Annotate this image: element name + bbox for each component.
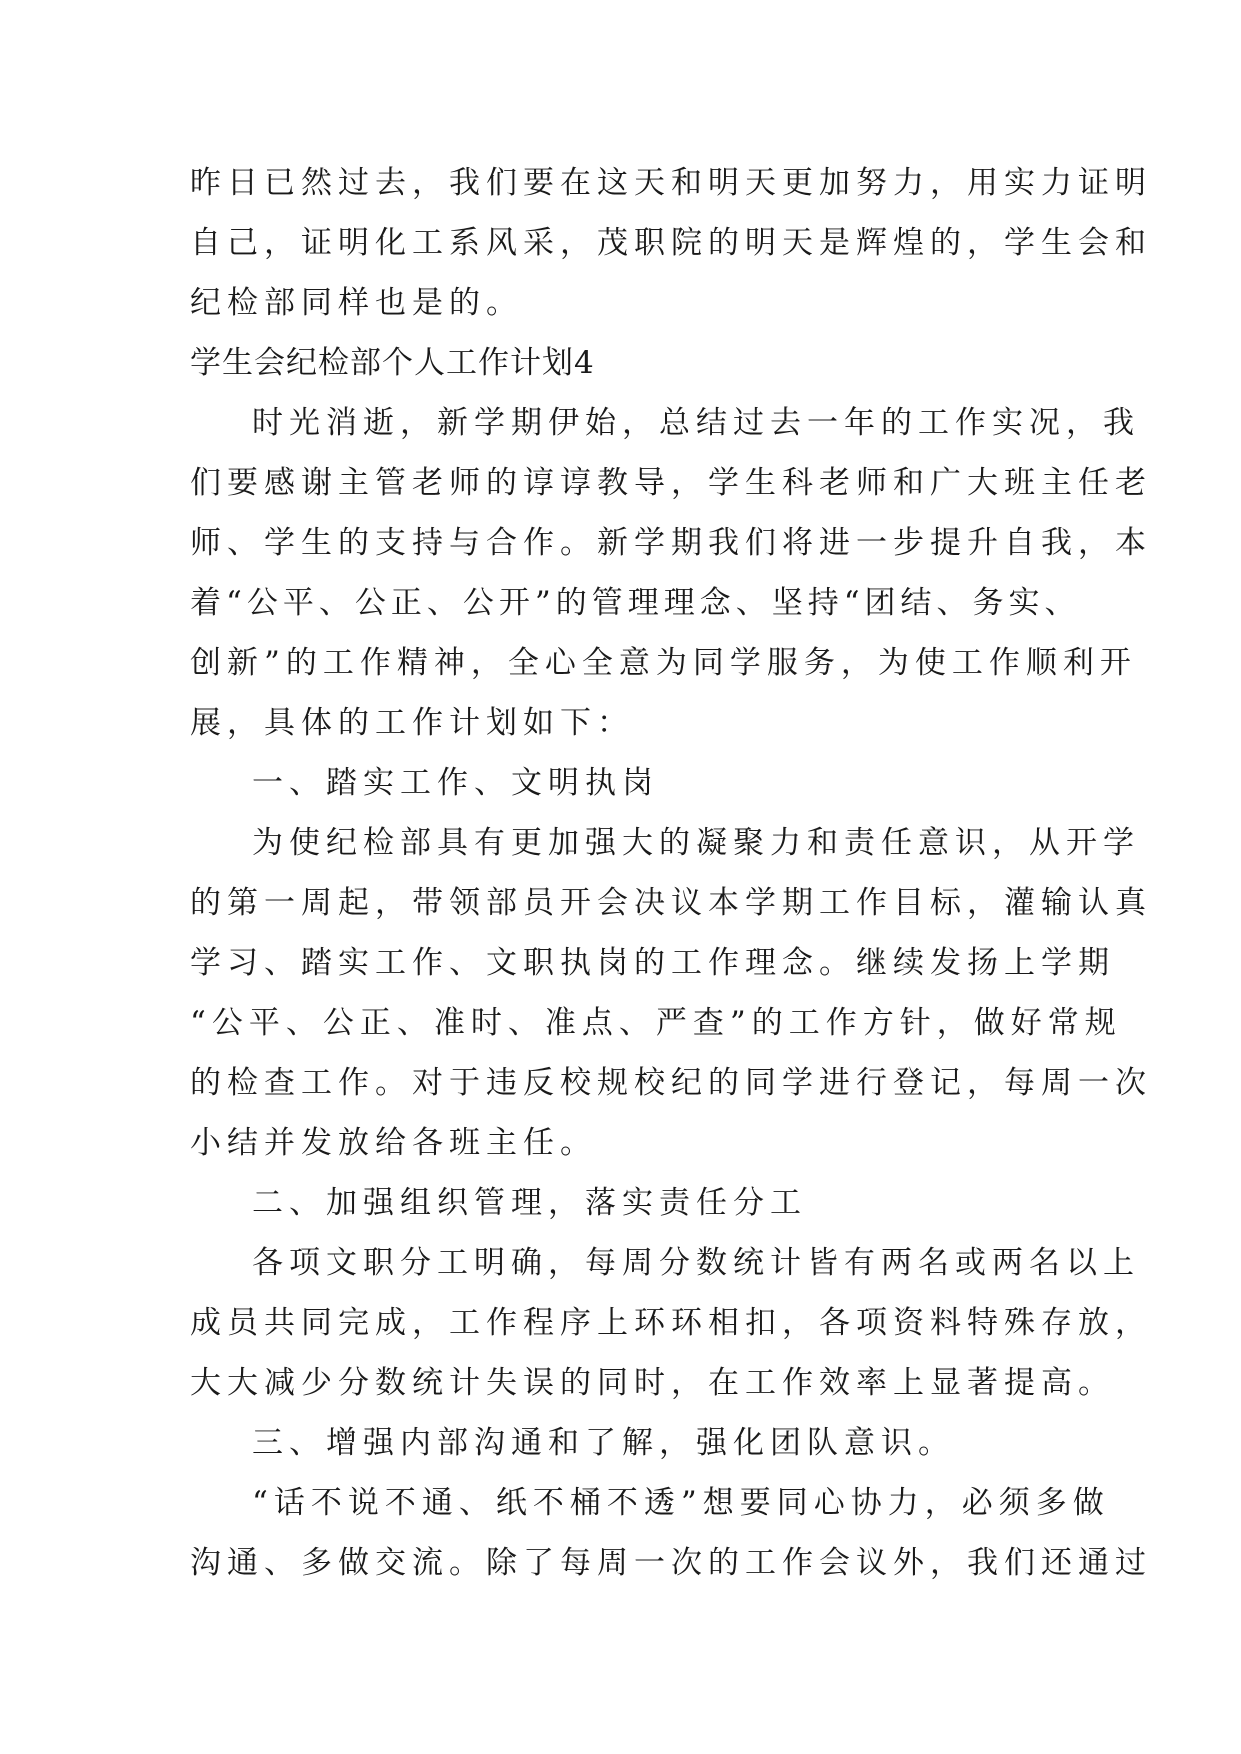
section-heading: 二、加强组织管理，落实责任分工	[252, 1185, 807, 1221]
text-line: 学习、踏实工作、文职执岗的工作理念。继续发扬上学期	[190, 945, 1115, 981]
text-line: 昨日已然过去，我们要在这天和明天更加努力，用实力证明	[190, 165, 1152, 201]
section-heading: 一、踏实工作、文明执岗	[252, 765, 659, 801]
text-line: 成员共同完成，工作程序上环环相扣，各项资料特殊存放，	[190, 1305, 1152, 1341]
text-line: 时光消逝，新学期伊始，总结过去一年的工作实况，我	[252, 405, 1140, 441]
text-line: 师、学生的支持与合作。新学期我们将进一步提升自我，本	[190, 525, 1152, 561]
text-line: 的第一周起，带领部员开会决议本学期工作目标，灌输认真	[190, 885, 1152, 921]
text-line: “话不说不通、纸不桶不透”想要同心协力，必须多做	[252, 1485, 1110, 1521]
text-line: 着“公平、公正、公开”的管理理念、坚持“团结、务实、	[190, 585, 1081, 621]
text-line: 们要感谢主管老师的谆谆教导，学生科老师和广大班主任老	[190, 465, 1152, 501]
text-line: 创新”的工作精神，全心全意为同学服务，为使工作顺利开	[190, 645, 1137, 681]
text-line: 沟通、多做交流。除了每周一次的工作会议外，我们还通过	[190, 1545, 1152, 1581]
text-line: “公平、公正、准时、准点、严查”的工作方针，做好常规	[190, 1005, 1122, 1041]
text-line: 为使纪检部具有更加强大的凝聚力和责任意识，从开学	[252, 825, 1140, 861]
text-line: 自己，证明化工系风采，茂职院的明天是辉煌的，学生会和	[190, 225, 1152, 261]
text-line: 大大减少分数统计失误的同时，在工作效率上显著提高。	[190, 1365, 1115, 1401]
text-line: 的检查工作。对于违反校规校纪的同学进行登记，每周一次	[190, 1065, 1152, 1101]
text-line: 各项文职分工明确，每周分数统计皆有两名或两名以上	[252, 1245, 1140, 1281]
section-heading: 三、增强内部沟通和了解，强化团队意识。	[252, 1425, 955, 1461]
text-line: 纪检部同样也是的。	[190, 285, 523, 321]
text-line: 小结并发放给各班主任。	[190, 1125, 597, 1161]
section-title: 学生会纪检部个人工作计划4	[190, 345, 595, 381]
text-line: 展，具体的工作计划如下：	[190, 705, 634, 741]
